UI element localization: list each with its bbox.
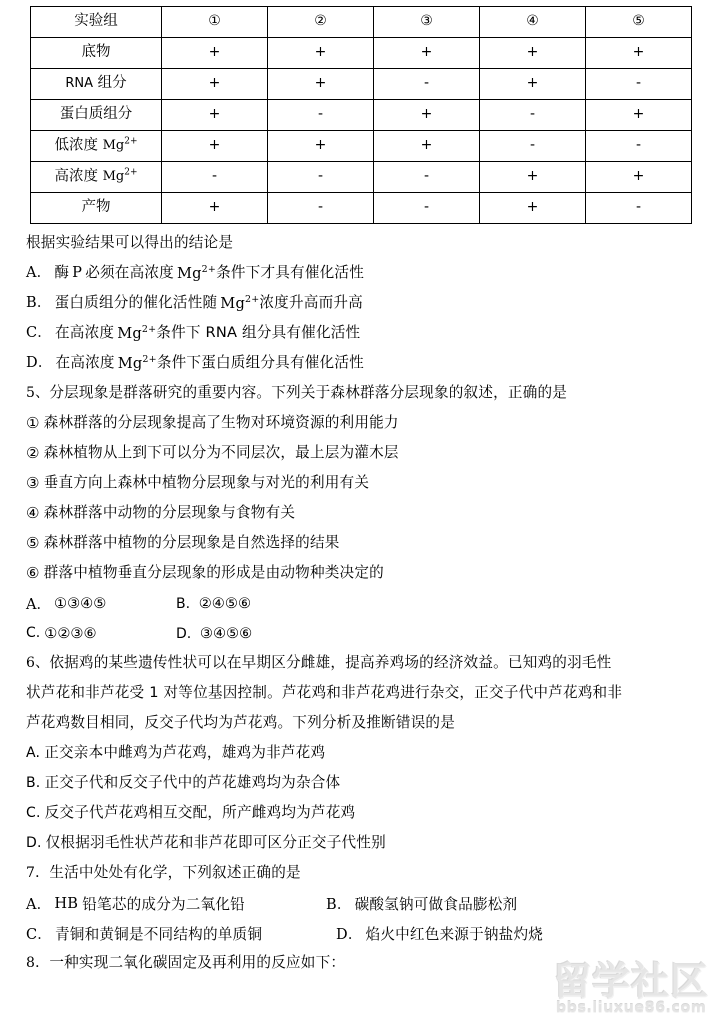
table-cell: + (374, 131, 480, 162)
table-cell: - (586, 69, 692, 100)
row-label-low-mg (31, 131, 162, 162)
q7-option-b-text: 碳酸氢钠可做食品膨松剂 (354, 895, 518, 913)
q5-number: 5、 (26, 385, 50, 401)
table-cell: + (586, 38, 692, 69)
q7-option-a-label: A． (26, 896, 52, 913)
q4-option-a (26, 258, 686, 288)
q7-option-c-label: C． (26, 926, 52, 943)
watermark-title: 留学社区 (552, 959, 709, 1003)
q7-number: 7． (26, 865, 50, 881)
table-cell: - (268, 162, 374, 193)
table-cell: - (374, 69, 480, 100)
table-cell: - (586, 193, 692, 224)
table-row (31, 38, 692, 69)
q7-option-a-prefix: HB (54, 894, 79, 912)
q4-option-b-label: B． (26, 294, 52, 311)
q5-marker-1: ① (26, 413, 40, 432)
q7-stem-text: 生活中处处有化学，下列叙述正确的是 (49, 863, 301, 881)
q4-option-d-text-1: 在高浓度 (55, 353, 115, 371)
q5-answer-b-text: ②④⑤⑥ (198, 594, 252, 612)
q4-option-d-text-3: 条件下蛋白质组分具有催化活性 (156, 353, 364, 371)
table-row (31, 100, 692, 131)
table-row (31, 162, 692, 193)
row-label-rna-latin: RNA (65, 76, 94, 92)
q5-answer-d (176, 625, 252, 642)
q7-option-d-text: 焰火中红色来源于钠盐灼烧 (365, 925, 544, 943)
table-cell: - (162, 162, 268, 193)
table-cell: + (162, 100, 268, 131)
q5-answer-b-label: B. (176, 595, 191, 612)
q4-option-a-mg: $Mg^{2+}$ (176, 263, 217, 282)
row-label-high-mg (31, 162, 162, 193)
table-cell: + (480, 162, 586, 193)
table-cell: - (268, 193, 374, 224)
q7-option-c (26, 923, 326, 944)
table-header-group-5: ⑤ (586, 7, 692, 38)
q4-stem: 根据实验结果可以得出的结论是 (26, 233, 234, 251)
q5-marker-2: ② (26, 443, 40, 462)
table-cell: + (268, 131, 374, 162)
table-row (31, 69, 692, 100)
table-header-row (31, 7, 692, 38)
q4-option-a-enzyme: P (72, 263, 83, 281)
table-cell: - (586, 131, 692, 162)
q6-option-b-label: B. (26, 775, 41, 791)
q7-stem (26, 858, 686, 888)
table-cell: + (162, 131, 268, 162)
q6-option-a-label: A. (26, 745, 41, 761)
table-cell: - (374, 193, 480, 224)
q6-stem-text-1: 依据鸡的某些遗传性状可以在早期区分雌雄，提高养鸡场的经济效益。已知鸡的羽毛性 (49, 653, 612, 671)
table-cell: + (480, 38, 586, 69)
q6-option-d-label: D. (26, 835, 42, 851)
q5-marker-3: ③ (26, 473, 40, 492)
q4-option-b-text-3: 浓度升高而升高 (259, 293, 363, 311)
q5-statement-4-text: 森林群落中动物的分层现象与食物有关 (43, 503, 296, 521)
q5-answer-d-text: ③④⑤⑥ (199, 624, 253, 642)
q6-option-c-label: C. (26, 805, 41, 821)
q5-stem-text: 分层现象是群落研究的重要内容。下列关于森林群落分层现象的叙述，正确的是 (49, 383, 568, 401)
table-cell: - (268, 100, 374, 131)
q5-statement-6-text: 群落中植物垂直分层现象的形成是由动物种类决定的 (43, 563, 384, 581)
q5-statement-3 (26, 468, 686, 498)
q6-option-c-text: 反交子代芦花鸡相互交配，所产雌鸡均为芦花鸡 (44, 803, 356, 821)
q5-stem (26, 378, 686, 408)
question-body (26, 228, 686, 978)
q4-option-c-text-3: 条件下 RNA 组分具有催化活性 (156, 323, 361, 341)
q5-statement-3-text: 垂直方向上森林中植物分层现象与对光的利用有关 (43, 473, 370, 491)
q4-option-a-text-2: 必须在高浓度 (85, 263, 174, 281)
q8-number: 8． (26, 955, 50, 971)
q7-option-c-text: 青铜和黄铜是不同结构的单质铜 (55, 925, 263, 943)
table-cell: + (374, 38, 480, 69)
row-label-substrate: 底物 (31, 38, 162, 69)
table-cell: + (162, 193, 268, 224)
q5-marker-5: ⑤ (26, 533, 40, 552)
table-header-group-3: ③ (374, 7, 480, 38)
experiment-table-container (30, 6, 662, 224)
q6-option-a (26, 738, 686, 768)
row-label-low-mg-formula: $Mg^{2+}$ (102, 136, 138, 154)
q8-stem (26, 948, 686, 978)
q6-option-d (26, 828, 686, 858)
experiment-table (30, 6, 692, 224)
q6-stem-line-3: 芦花鸡数目相同，反交子代均为芦花鸡。下列分析及推断错误的是 (26, 713, 456, 731)
q4-option-d (26, 348, 686, 378)
q4-option-a-text-1: 酶 (54, 263, 70, 281)
q6-option-c (26, 798, 686, 828)
q6-option-b-text: 正交子代和反交子代中的芦花雄鸡均为杂合体 (44, 773, 341, 791)
table-cell: - (374, 162, 480, 193)
table-header-group-2: ② (268, 7, 374, 38)
row-label-high-prefix: 高浓度 (54, 168, 98, 185)
table-header-label: 实验组 (31, 7, 162, 38)
table-cell: + (268, 38, 374, 69)
q6-option-d-text: 仅根据羽毛性状芦花和非芦花即可区分正交子代性别 (45, 833, 386, 851)
q6-option-a-text: 正交亲本中雌鸡为芦花鸡，雄鸡为非芦花鸡 (44, 743, 326, 761)
table-cell: + (480, 69, 586, 100)
row-label-rna-cn: 组分 (97, 75, 127, 92)
q5-answer-b (176, 595, 251, 612)
table-cell: - (480, 100, 586, 131)
q5-answer-d-label: D. (176, 625, 192, 642)
q8-stem-text: 一种实现二氧化碳固定及再利用的反应如下： (49, 953, 346, 971)
q4-option-c-mg: $Mg^{2+}$ (117, 323, 157, 342)
watermark-url: bbs.liuxue86.com (555, 999, 707, 1016)
q5-statement-2-text: 森林植物从上到下可以分为不同层次，最上层为灌木层 (43, 443, 399, 461)
q5-answer-c-label: C. (26, 625, 41, 641)
q5-statement-1-text: 森林群落的分层现象提高了生物对环境资源的利用能力 (43, 413, 399, 431)
q7-option-d (336, 923, 543, 944)
q7-option-a (26, 893, 326, 914)
table-cell: + (374, 100, 480, 131)
q5-answers-row-2 (26, 618, 686, 648)
q5-statement-6 (26, 558, 686, 588)
q7-options-row-1 (26, 888, 686, 918)
q7-option-d-label: D． (336, 926, 363, 943)
q5-answers-row-1 (26, 588, 686, 618)
q6-stem-line-1 (26, 648, 686, 678)
q5-answer-a-label: A． (26, 596, 51, 613)
row-label-low-prefix: 低浓度 (54, 137, 98, 154)
q4-option-c-label: C． (26, 324, 52, 341)
table-header-group-1: ① (162, 7, 268, 38)
q6-number: 6、 (26, 655, 50, 671)
row-label-protein-component: 蛋白质组分 (31, 100, 162, 131)
q5-marker-4: ④ (26, 503, 40, 522)
q5-statement-5-text: 森林群落中植物的分层现象是自然选择的结果 (43, 533, 340, 551)
table-cell: + (586, 100, 692, 131)
q4-option-b-text-1: 蛋白质组分的催化活性随 (54, 293, 218, 311)
q5-answer-a-text: ①③④⑤ (53, 594, 107, 612)
q6-stem-line-2: 状芦花和非芦花受 1 对等位基因控制。芦花鸡和非芦花鸡进行杂交，正交子代中芦花鸡和非 (26, 683, 623, 701)
q4-option-b-mg: $Mg^{2+}$ (220, 293, 260, 312)
q5-marker-6: ⑥ (26, 563, 40, 582)
q5-answer-a (26, 593, 176, 614)
row-label-high-mg-formula: $Mg^{2+}$ (102, 167, 138, 185)
table-row (31, 193, 692, 224)
q5-statement-1 (26, 408, 686, 438)
q4-option-c (26, 318, 686, 348)
table-cell: + (162, 38, 268, 69)
q5-statement-4 (26, 498, 686, 528)
table-cell: + (480, 193, 586, 224)
row-label-product: 产物 (31, 193, 162, 224)
q7-option-a-text: 铅笔芯的成分为二氧化铅 (82, 895, 245, 913)
q5-statement-5 (26, 528, 686, 558)
q5-statement-2 (26, 438, 686, 468)
table-cell: - (480, 131, 586, 162)
q7-option-b-label: B． (326, 896, 352, 913)
q4-option-b (26, 288, 686, 318)
q6-option-b (26, 768, 686, 798)
table-header-group-4: ④ (480, 7, 586, 38)
q5-answer-c (26, 625, 176, 642)
q7-option-b (326, 893, 517, 914)
table-cell: + (586, 162, 692, 193)
q4-option-a-label: A． (26, 264, 52, 281)
table-cell: + (268, 69, 374, 100)
q4-option-a-text-3: 条件下才具有催化活性 (216, 263, 365, 281)
row-label-rna-component (31, 69, 162, 100)
q4-option-d-label: D． (26, 354, 53, 371)
table-row (31, 131, 692, 162)
q5-answer-c-text: ①②③⑥ (44, 624, 97, 642)
table-cell: + (162, 69, 268, 100)
q7-options-row-2 (26, 918, 686, 948)
q4-option-c-text-1: 在高浓度 (55, 323, 115, 341)
q4-option-d-mg: $Mg^{2+}$ (117, 353, 157, 372)
